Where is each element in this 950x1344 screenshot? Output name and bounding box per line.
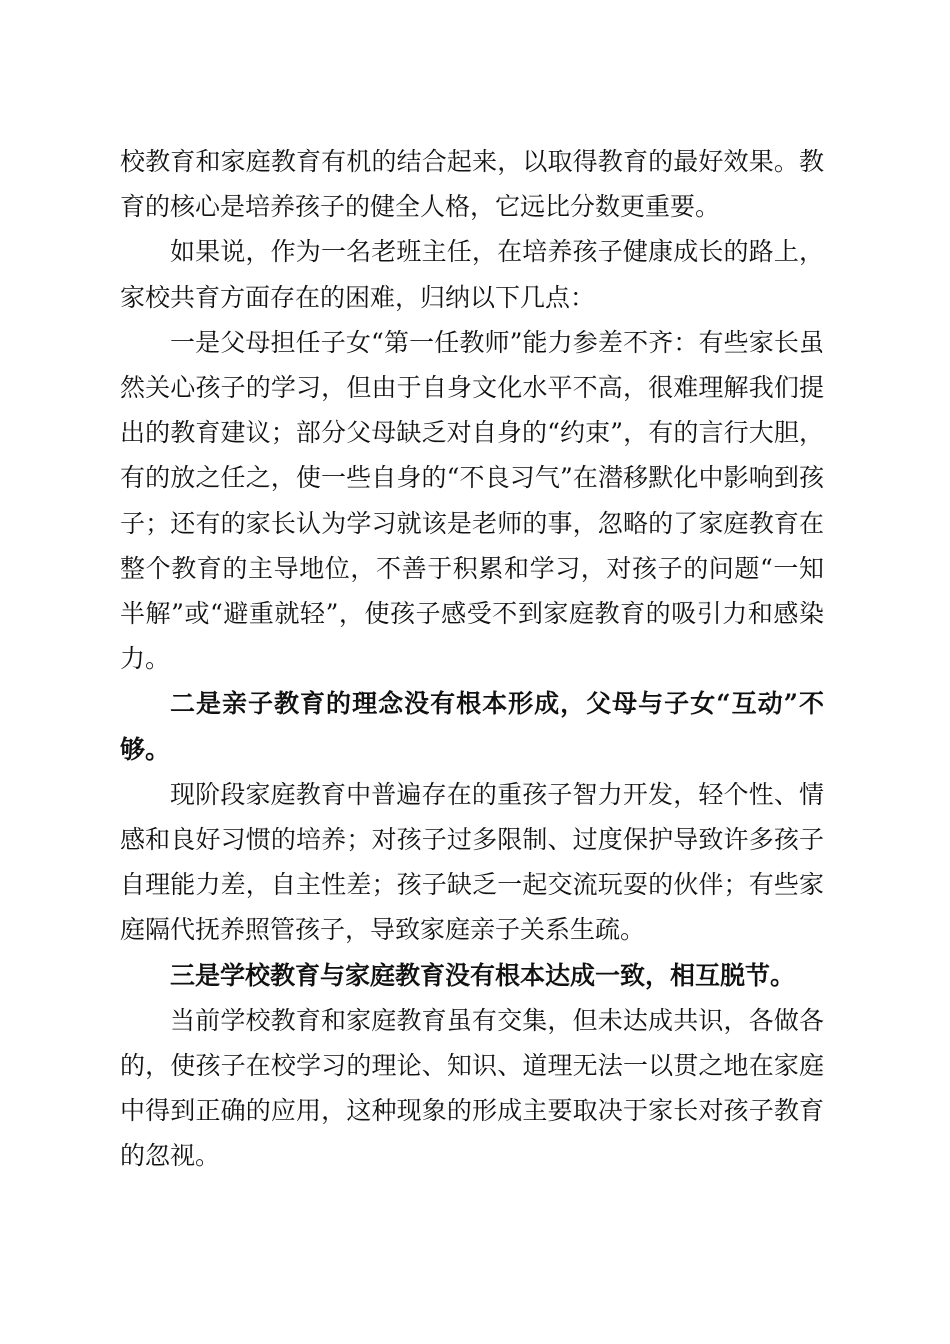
paragraph-point-three-body: 当前学校教育和家庭教育虽有交集，但未达成共识，各做各的，使孩子在校学习的理论、知识、道理无法一以贯之地在家庭中得到正确的应用，这种现象的形成主要取决于家长对孩子教育的忽视。: [120, 1005, 824, 1171]
paragraph-point-two-heading: 二是亲子教育的理念没有根本形成，父母与子女“互动”不够。: [120, 689, 824, 764]
paragraph-point-three-heading: 三是学校教育与家庭教育没有根本达成一致，相互脱节。: [170, 960, 796, 990]
paragraph-point-two-body: 现阶段家庭教育中普遍存在的重孩子智力开发，轻个性、情感和良好习惯的培养；对孩子过多限制、过度保护导致许多孩子自理能力差，自主性差；孩子缺乏一起交流玩耍的伙伴；有些家庭隔代抚养照管孩子，导致家庭亲子关系生疏。: [120, 779, 824, 945]
paragraph-intro-difficulties: 如果说，作为一名老班主任，在培养孩子健康成长的路上，家校共育方面存在的困难，归纳以下几点：: [120, 237, 824, 312]
paragraph-point-one: 一是父母担任子女“第一任教师”能力参差不齐：有些家长虽然关心孩子的学习，但由于自身文化水平不高，很难理解我们提出的教育建议；部分父母缺乏对自身的“约束”，有的言行大胆，有的放之任之，使一些自身的“不良习气”在潜移默化中影响到孩子；还有的家长认为学习就该是老师的事，忽略的了家庭教育在整个教育的主导地位，不善于积累和学习，对孩子的问题“一知半解”或“避重就轻”，使孩子感受不到家庭教育的吸引力和感染力。: [120, 327, 824, 674]
document-page: [120, 139, 824, 1179]
paragraph-continuation: 校教育和家庭教育有机的结合起来，以取得教育的最好效果。教育的核心是培养孩子的健全人格，它远比分数更重要。: [120, 147, 824, 222]
